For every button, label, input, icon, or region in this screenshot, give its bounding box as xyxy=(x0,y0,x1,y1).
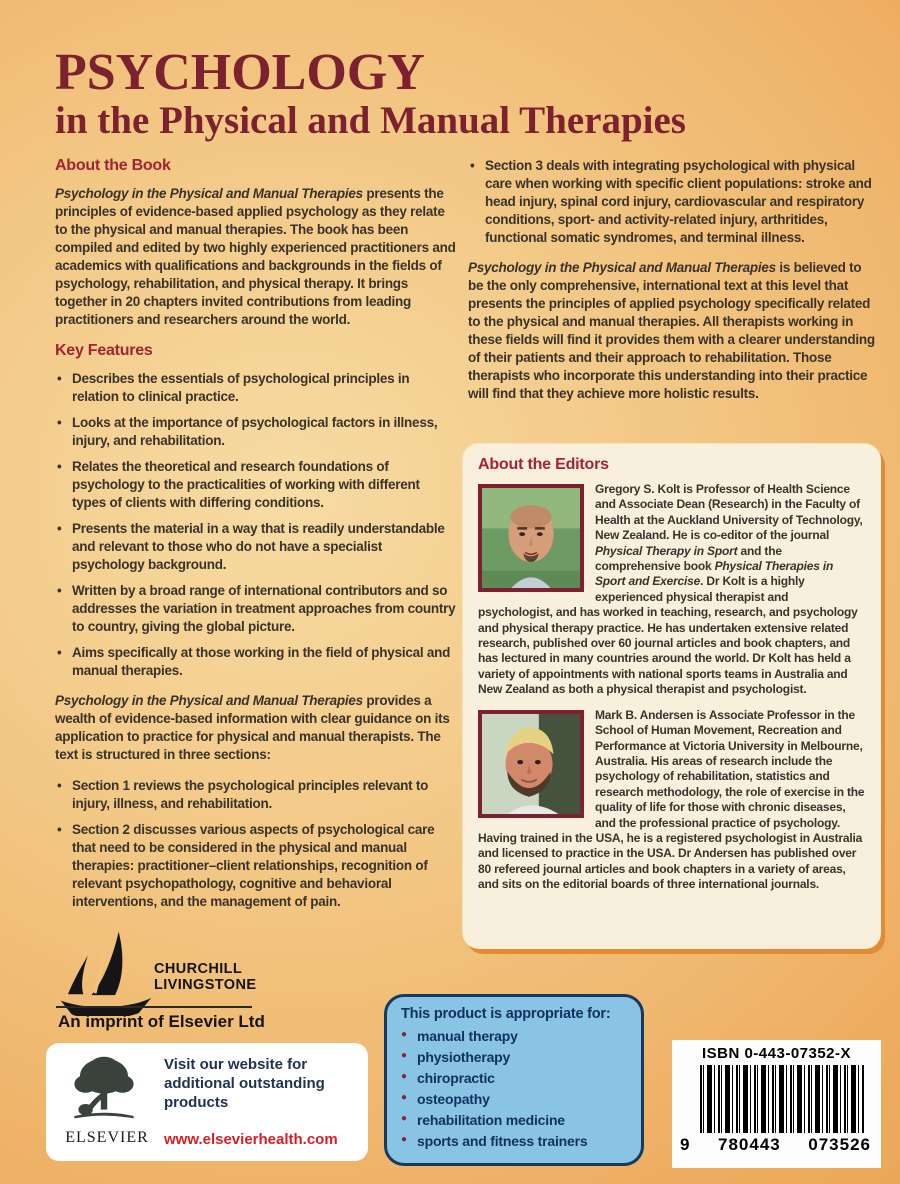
barcode-digits xyxy=(678,1135,875,1155)
section-item xyxy=(468,157,875,247)
publisher-name-line1: CHURCHILL xyxy=(154,961,243,977)
sailboat-icon xyxy=(60,930,152,1016)
product-heading: This product is appropriate for: xyxy=(401,1006,611,1022)
key-features-heading: Key Features xyxy=(55,342,153,359)
editor-name-kolt: Gregory S. Kolt xyxy=(595,482,681,496)
andersen-photo xyxy=(478,710,584,818)
key-features-list xyxy=(55,370,457,680)
kolt-bio-text: and the comprehensive book xyxy=(595,543,782,574)
section-label: Section 2 xyxy=(72,822,130,837)
about-book-heading: About the Book xyxy=(55,157,171,174)
feature-item: • Relates the theoretical and research foundations of psychology to the practicalities of working with different types of clients with differing conditions. xyxy=(55,458,457,512)
kolt-bio-text: is Professor of Health Science and Associate Dean (Research) in the Faculty of Health at the Auckland University of Technology, New Zealand. He is co-editor of the journal xyxy=(595,482,863,543)
structure-text: provides a wealth of evidence-based information with clear guidance on its application to practice for physical and manual therapists. The text is structured in three sections: xyxy=(55,693,450,762)
section-text: deals with integrating psychological with physical care when working with specific client populations: stroke and head injury, spinal cord injury, cardiovascular and respiratory conditions, sport- and activity-related injury, arthritides, functional somatic syndromes, and terminal illness. xyxy=(485,158,872,245)
feature-item: • Presents the material in a way that is readily understandable and relevant to those who do not have a specialist psychology background. xyxy=(55,520,457,574)
feature-item: • Looks at the importance of psychological factors in illness, injury, and rehabilitation. xyxy=(55,414,457,450)
barcode-digits-left: 780443 xyxy=(718,1135,781,1154)
kolt-photo xyxy=(478,484,584,592)
section-text: reviews the psychological principles relevant to injury, illness, and rehabilitation. xyxy=(72,778,429,811)
kolt-bio-text: . Dr Kolt is a highly experienced physical therapist and psychologist, and has worked in teaching, research, and psychology and physical therapy practice. He has undertaken extensive related research, published over 60 journal articles and book chapters, and has lectured in many countries around the world. Dr Kolt has held a variety of appointments with national sports teams in Australia and New Zealand as both a physical therapist and psychologist. xyxy=(478,574,858,697)
section-text: discusses various aspects of psychological care that need to be considered in the physical and manual therapies: practitioner–client relationships, recognition of relevant psychopathology, cognitive and behavioral interventions, and the management of pain. xyxy=(72,822,435,909)
section-item xyxy=(55,777,457,813)
about-editors-panel xyxy=(463,444,881,949)
belief-text: is believed to be the only comprehensive, international text at this level that presents the principles of applied psychology specifically related to the physical and manual therapies. All therapists working in these fields will find it provides them with a clearer understanding of their patients and their approach to rehabilitation. Those therapists who incorporate this understanding into their practice will find that they achieve more holistic results. xyxy=(468,260,875,401)
imprint-text: An imprint of Elsevier Ltd xyxy=(58,1012,265,1031)
book-title-italic: Psychology in the Physical and Manual Therapies xyxy=(55,186,363,201)
belief-paragraph xyxy=(468,259,875,403)
book-title-line2: in the Physical and Manual Therapies xyxy=(55,99,686,143)
product-list xyxy=(401,1028,631,1149)
right-column xyxy=(468,157,875,416)
elsevier-wordmark: ELSEVIER xyxy=(65,1129,149,1146)
section-item xyxy=(55,821,457,911)
section-label: Section 3 xyxy=(485,158,543,173)
barcode-digit-lead: 9 xyxy=(680,1135,691,1154)
editor-bio-kolt xyxy=(478,482,866,698)
imprint-divider xyxy=(56,1006,252,1008)
product-item: ● chiropractic xyxy=(401,1070,631,1086)
isbn-barcode-panel xyxy=(672,1040,881,1168)
product-suitability-panel xyxy=(384,994,644,1166)
barcode-bars xyxy=(700,1065,865,1133)
about-book-paragraph xyxy=(55,185,457,329)
product-item: ● manual therapy xyxy=(401,1028,631,1044)
structure-paragraph xyxy=(55,692,457,764)
elsevier-website-panel xyxy=(46,1043,368,1161)
product-item: ● rehabilitation medicine xyxy=(401,1112,631,1128)
publisher-name-line2: LIVINGSTONE xyxy=(154,976,257,993)
book-title-italic: Psychology in the Physical and Manual Therapies xyxy=(468,260,776,275)
editor-bio-andersen xyxy=(478,708,866,893)
about-book-text: presents the principles of evidence-based applied psychology as they relate to the physical and manual therapies. The book has been compiled and edited by two highly experienced practitioners and academics with qualifications and backgrounds in the fields of psychology, rehabilitation, and physical therapy. It brings together in 20 chapters invited contributions from leading practitioners and researchers around the world. xyxy=(55,186,456,327)
sections-list-left xyxy=(55,777,457,911)
about-editors-heading: About the Editors xyxy=(478,456,609,473)
elsevier-tree-icon xyxy=(68,1051,140,1125)
feature-item: • Written by a broad range of international contributors and so addresses the variation in treatment approaches from country to country, giving the global picture. xyxy=(55,582,457,636)
feature-item: • Aims specifically at those working in the field of physical and manual therapies. xyxy=(55,644,457,680)
left-column xyxy=(55,157,457,923)
elsevier-url: www.elsevierhealth.com xyxy=(164,1131,338,1148)
book-title-italic: Psychology in the Physical and Manual Therapies xyxy=(55,693,363,708)
book-title-italic: Physical Therapies in Sport and Exercise xyxy=(595,559,834,589)
editor-name-andersen: Mark B. Andersen xyxy=(595,707,694,722)
section-label: Section 1 xyxy=(72,778,130,793)
product-item: ● physiotherapy xyxy=(401,1049,631,1065)
book-title-line1: PSYCHOLOGY xyxy=(55,44,425,101)
churchill-livingstone-logo xyxy=(52,930,302,1035)
barcode-digits-right: 073526 xyxy=(808,1135,871,1154)
journal-title-italic: Physical Therapy in Sport xyxy=(595,543,738,558)
sections-list-right xyxy=(468,157,875,247)
publisher-name xyxy=(154,962,256,993)
feature-item: • Describes the essentials of psychological principles in relation to clinical practice. xyxy=(55,370,457,406)
elsevier-promo-text: Visit our website for additional outstanding products xyxy=(164,1056,325,1111)
andersen-bio-text: is Associate Professor in the School of Human Movement, Recreation and Performance at Victoria University in Melbourne, Australia. His areas of research include the psychology of rehabilitation, statistics and research methodology, the role of exercise in the quality of life for those with chronic diseases, and the professional practice of psychology. Having trained in the USA, he is a registered psychologist in Australia and licensed to practice in the USA. Dr Andersen has published over 80 refereed journal articles and book chapters in a variety of areas, and sits on the editorial boards of three international journals. xyxy=(478,707,865,892)
book-title xyxy=(55,46,686,142)
product-item: ● osteopathy xyxy=(401,1091,631,1107)
product-item: ● sports and fitness trainers xyxy=(401,1133,631,1149)
isbn-text: ISBN 0-443-07352-X xyxy=(701,1045,852,1062)
